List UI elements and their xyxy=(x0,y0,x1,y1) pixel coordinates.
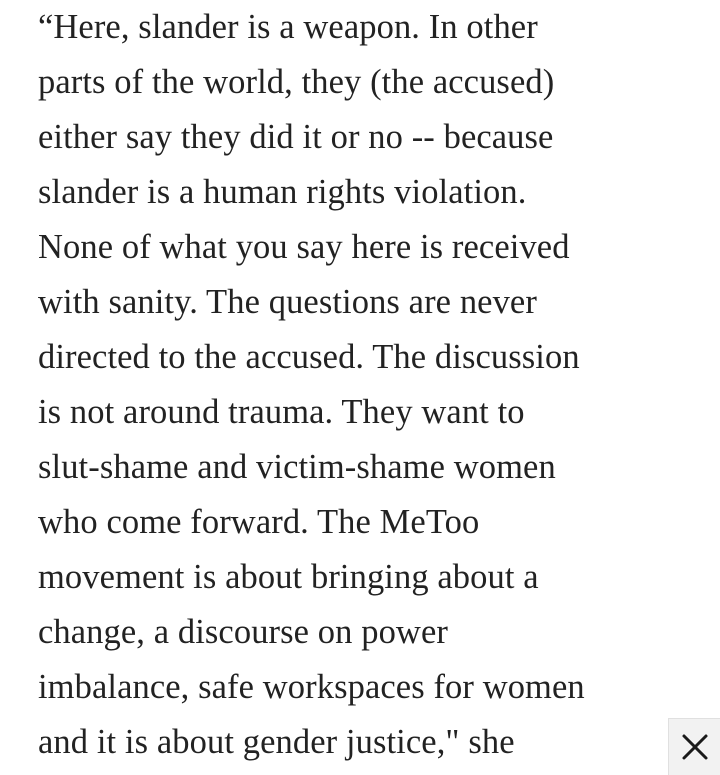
article-line: with sanity. The questions are never xyxy=(38,283,537,321)
article-line: parts of the world, they (the accused) xyxy=(38,63,555,101)
article-line: “Here, slander is a weapon. In other xyxy=(38,8,538,46)
article-line: None of what you say here is received xyxy=(38,228,570,266)
article-line: is not around trauma. They want to xyxy=(38,393,525,431)
article-line: movement is about bringing about a xyxy=(38,558,539,596)
article-line: either say they did it or no -- because xyxy=(38,118,554,156)
article-line: imbalance, safe workspaces for women xyxy=(38,668,585,706)
article-line: who come forward. The MeToo xyxy=(38,503,480,541)
article-line: change, a discourse on power xyxy=(38,613,448,651)
article-line: slander is a human rights violation. xyxy=(38,173,527,211)
article-line: directed to the accused. The discussion xyxy=(38,338,580,376)
article-line: slut-shame and victim-shame women xyxy=(38,448,556,486)
close-icon[interactable] xyxy=(681,733,709,761)
close-button[interactable] xyxy=(668,718,720,775)
article-body xyxy=(38,0,718,770)
article-line: and it is about gender justice," she xyxy=(38,723,515,761)
